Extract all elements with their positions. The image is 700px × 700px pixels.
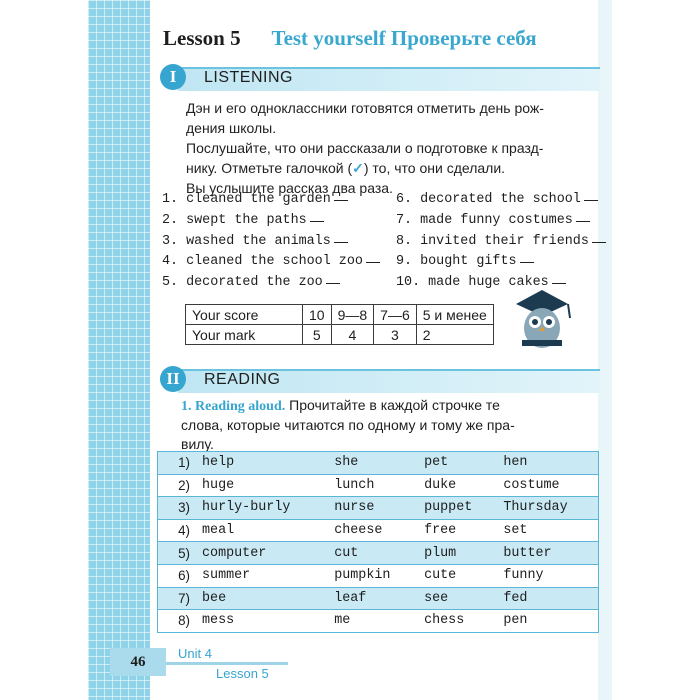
word-cell: Thursday <box>497 497 598 520</box>
word-cell: pumpkin <box>328 564 418 587</box>
score-cell: 10 <box>303 305 332 325</box>
table-row <box>158 610 599 633</box>
word-cell: see <box>418 587 497 610</box>
instruction-line <box>186 158 600 178</box>
score-cell: 9—8 <box>331 305 374 325</box>
word-cell: meal <box>196 519 328 542</box>
list-item: 7. made funny costumes <box>396 211 606 232</box>
list-item: 6. decorated the school <box>396 190 606 211</box>
grid-margin-strip <box>88 0 152 700</box>
word-cell: costume <box>497 474 598 497</box>
list-item: 4. cleaned the school zoo <box>162 252 380 273</box>
row-number: 1) <box>158 452 197 475</box>
word-cell: lunch <box>328 474 418 497</box>
list-item: 5. decorated the zoo <box>162 273 380 294</box>
reading-section-header <box>160 366 600 392</box>
instruction-text: ) то, что они сделали. <box>363 160 506 176</box>
word-cell: huge <box>196 474 328 497</box>
instruction-line: Послушайте, что они рассказали о подготовке к празд- <box>186 140 544 156</box>
footer-unit: Unit 4 <box>178 646 212 661</box>
instruction-line: Вы услышите рассказ два раза. <box>186 180 393 196</box>
row-number: 6) <box>158 564 197 587</box>
task-text: Прочитайте в каждой строчке те <box>285 397 500 413</box>
answer-blank[interactable] <box>366 262 380 263</box>
answer-blank[interactable] <box>326 283 340 284</box>
word-cell: plum <box>418 542 497 565</box>
word-cell: cute <box>418 564 497 587</box>
word-cell: leaf <box>328 587 418 610</box>
table-row <box>158 474 599 497</box>
word-cell: puppet <box>418 497 497 520</box>
row-number: 2) <box>158 474 197 497</box>
answer-blank[interactable] <box>334 242 348 243</box>
row-number: 4) <box>158 519 197 542</box>
page-number: 46 <box>110 648 166 676</box>
list-item: 10. made huge cakes <box>396 273 606 294</box>
word-cell: butter <box>497 542 598 565</box>
answer-blank[interactable] <box>576 221 590 222</box>
owl-graduate-icon <box>510 282 574 354</box>
instruction-text: нику. Отметьте галочкой ( <box>186 160 353 176</box>
word-cell: bee <box>196 587 328 610</box>
footer-lesson: Lesson 5 <box>216 666 269 681</box>
table-row <box>158 497 599 520</box>
word-cell: me <box>328 610 418 633</box>
mark-header: Your mark <box>186 325 303 345</box>
lesson-title-en: Test yourself <box>271 26 386 50</box>
word-cell: she <box>328 452 418 475</box>
task-line <box>181 396 601 416</box>
score-cell: 7—6 <box>374 305 417 325</box>
word-cell: mess <box>196 610 328 633</box>
mark-cell: 3 <box>374 325 417 345</box>
answer-blank[interactable] <box>520 262 534 263</box>
row-number: 5) <box>158 542 197 565</box>
table-row <box>158 519 599 542</box>
word-cell: chess <box>418 610 497 633</box>
lesson-title-ru: Проверьте себя <box>390 26 537 50</box>
list-item: 1. cleaned the garden <box>162 190 380 211</box>
answer-blank[interactable] <box>584 200 598 201</box>
task-line: слова, которые читаются по одному и тому же пра- <box>181 417 515 433</box>
word-cell: cut <box>328 542 418 565</box>
list-item: 2. swept the paths <box>162 211 380 232</box>
footer-divider <box>166 662 288 665</box>
task-line: вилу. <box>181 436 214 452</box>
word-cell: duke <box>418 474 497 497</box>
checkmark-icon: ✓ <box>352 160 364 176</box>
list-item: 8. invited their friends <box>396 232 606 253</box>
items-right-column <box>396 190 606 294</box>
word-cell: nurse <box>328 497 418 520</box>
word-cell: funny <box>497 564 598 587</box>
instruction-line: дения школы. <box>186 120 277 136</box>
word-cell: pen <box>497 610 598 633</box>
table-row <box>158 564 599 587</box>
score-header: Your score <box>186 305 303 325</box>
row-number: 7) <box>158 587 197 610</box>
items-left-column <box>162 190 380 294</box>
word-cell: fed <box>497 587 598 610</box>
mark-cell: 5 <box>303 325 332 345</box>
word-cell: free <box>418 519 497 542</box>
listening-instructions <box>186 98 600 198</box>
instruction-line: Дэн и его одноклассники готовятся отметить день рож- <box>186 100 544 116</box>
section-label: LISTENING <box>204 69 293 86</box>
lesson-number: Lesson 5 <box>163 26 241 50</box>
mark-cell: 4 <box>331 325 374 345</box>
table-row <box>158 542 599 565</box>
table-row <box>158 452 599 475</box>
reading-task <box>181 396 601 454</box>
score-table <box>185 304 494 345</box>
right-margin <box>598 0 612 700</box>
listening-section-header <box>160 64 600 90</box>
section-numeral-badge: II <box>160 366 186 392</box>
section-numeral-badge: I <box>160 64 186 90</box>
lesson-title <box>163 26 537 51</box>
word-cell: summer <box>196 564 328 587</box>
task-heading: 1. Reading aloud. <box>181 399 286 414</box>
word-cell: computer <box>196 542 328 565</box>
score-cell: 5 и менее <box>416 305 493 325</box>
table-row <box>158 587 599 610</box>
list-item: 9. bought gifts <box>396 252 606 273</box>
words-table <box>157 451 599 633</box>
word-cell: help <box>196 452 328 475</box>
answer-blank[interactable] <box>334 200 348 201</box>
word-cell: hurly-burly <box>196 497 328 520</box>
list-item: 3. washed the animals <box>162 232 380 253</box>
word-cell: cheese <box>328 519 418 542</box>
section-label: READING <box>204 371 281 388</box>
answer-blank[interactable] <box>592 242 606 243</box>
mark-cell: 2 <box>416 325 493 345</box>
score-row <box>186 305 494 325</box>
word-cell: hen <box>497 452 598 475</box>
row-number: 8) <box>158 610 197 633</box>
row-number: 3) <box>158 497 197 520</box>
word-cell: set <box>497 519 598 542</box>
word-cell: pet <box>418 452 497 475</box>
mark-row <box>186 325 494 345</box>
answer-blank[interactable] <box>310 221 324 222</box>
